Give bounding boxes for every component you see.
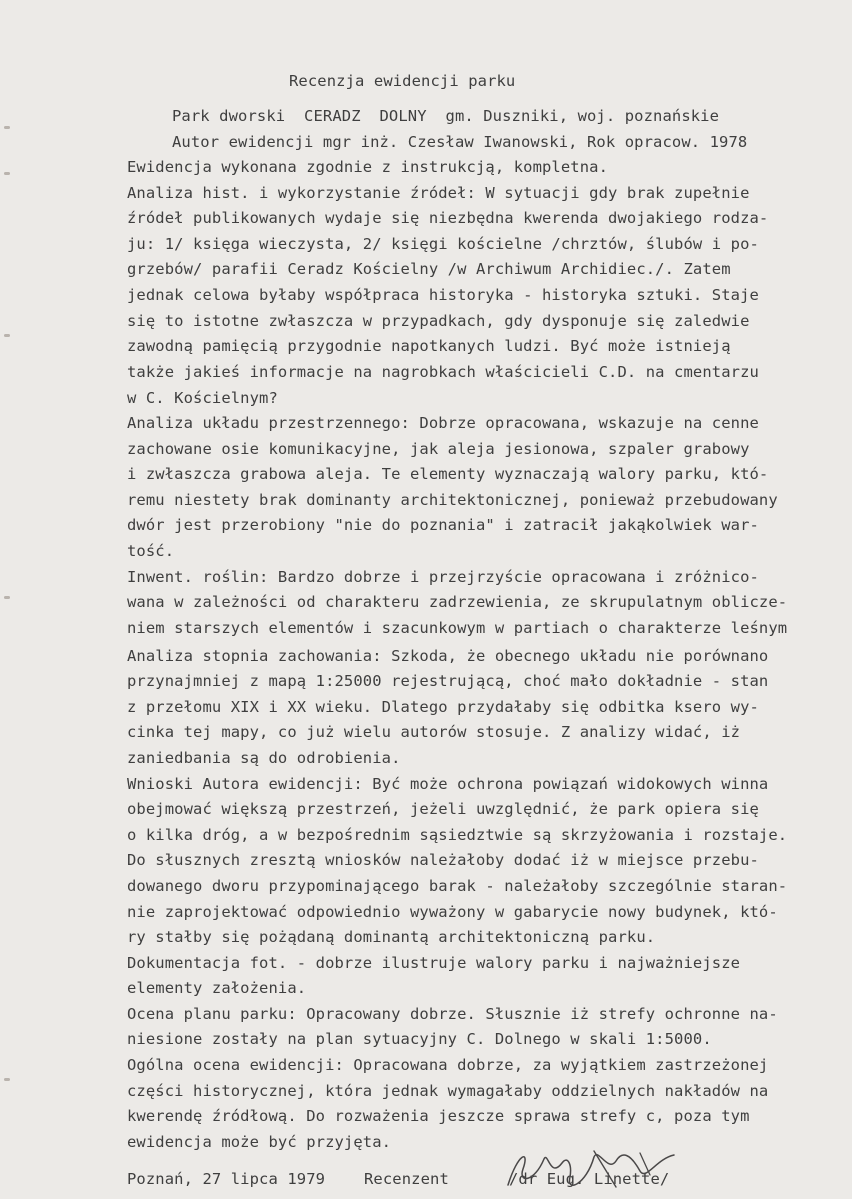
body-line: cinka tej mapy, co już wielu autorów stosuje. Z analizy widać, iż: [127, 723, 741, 741]
body-line: dwór jest przerobiony "nie do poznania" i zatracił jakąkolwiek war-: [127, 516, 759, 534]
body-line: tość.: [127, 542, 175, 560]
body-line: Wnioski Autora ewidencji: Być może ochrona powiązań widokowych winna: [127, 775, 769, 793]
body-line: ry stałby się pożądaną dominantą architektoniczną parku.: [127, 928, 656, 946]
body-line: kwerendę źródłową. Do rozważenia jeszcze sprawa strefy c, poza tym: [127, 1107, 750, 1125]
body-line: Ocena planu parku: Opracowany dobrze. Słusznie iż strefy ochronne na-: [127, 1005, 778, 1023]
header-park-line: Park dworski CERADZ DOLNY gm. Duszniki, woj. poznańskie: [172, 107, 720, 125]
body-line: Do słusznych zresztą wniosków należałoby dodać iż w miejsce przebu-: [127, 851, 759, 869]
margin-mark: [4, 172, 10, 175]
margin-mark: [4, 1078, 10, 1081]
body-line: przynajmniej z mapą 1:25000 rejestrującą, choć mało dokładnie - stan: [127, 672, 769, 690]
body-line: elementy założenia.: [127, 979, 307, 997]
body-line: jednak celowa byłaby współpraca historyka - historyka sztuki. Staje: [127, 286, 759, 304]
body-line: Analiza hist. i wykorzystanie źródeł: W sytuacji gdy brak zupełnie: [127, 184, 750, 202]
body-line: ewidencja może być przyjęta.: [127, 1133, 392, 1151]
signature-block: [127, 1172, 817, 1194]
reviewer-role: Recenzent: [364, 1170, 449, 1188]
body-line: wana w zależności od charakteru zadrzewienia, ze skrupulatnym oblicze-: [127, 593, 788, 611]
margin-mark: [4, 334, 10, 337]
body-line: o kilka dróg, a w bezpośrednim sąsiedztwie są skrzyżowania i rozstaje.: [127, 826, 788, 844]
margin-mark: [4, 596, 10, 599]
body-line: niesione zostały na plan sytuacyjny C. Dolnego w skali 1:5000.: [127, 1030, 712, 1048]
body-line: Analiza układu przestrzennego: Dobrze opracowana, wskazuje na cenne: [127, 414, 759, 432]
body-line: się to istotne zwłaszcza w przypadkach, gdy dysponuje się zaledwie: [127, 312, 750, 330]
body-line: Dokumentacja fot. - dobrze ilustruje walory parku i najważniejsze: [127, 954, 741, 972]
place-date: Poznań, 27 lipca 1979: [127, 1170, 326, 1188]
body-line: zaniedbania są do odrobienia.: [127, 749, 401, 767]
body-line: dowanego dworu przypominającego barak - należałoby szczególnie staran-: [127, 877, 788, 895]
margin-mark: [4, 126, 10, 129]
body-line: Ogólna ocena ewidencji: Opracowana dobrze, za wyjątkiem zastrzeżonej: [127, 1056, 769, 1074]
body-line: Analiza stopnia zachowania: Szkoda, że obecnego układu nie porównano: [127, 647, 769, 665]
body-line: ju: 1/ księga wieczysta, 2/ księgi kościelne /chrztów, ślubów i po-: [127, 235, 759, 253]
body-line: remu niestety brak dominanty architektonicznej, ponieważ przebudowany: [127, 491, 778, 509]
body-line: obejmować większą przestrzeń, jeżeli uwzględnić, że park opiera się: [127, 800, 759, 818]
handwritten-signature: [490, 1135, 690, 1199]
body-line: części historycznej, która jednak wymagałaby oddzielnych nakładów na: [127, 1082, 769, 1100]
header-author-line: Autor ewidencji mgr inż. Czesław Iwanowski, Rok opracow. 1978: [172, 133, 748, 151]
body-line: zawodną pamięcią przygodnie napotkanych ludzi. Być może istnieją: [127, 337, 731, 355]
body-line: w C. Kościelnym?: [127, 389, 278, 407]
body-line: Ewidencja wykonana zgodnie z instrukcją, kompletna.: [127, 158, 609, 176]
body-line: i zwłaszcza grabowa aleja. Te elementy wyznaczają walory parku, któ-: [127, 465, 769, 483]
body-line: źródeł publikowanych wydaje się niezbędna kwerenda dwojakiego rodza-: [127, 209, 769, 227]
body-line: grzebów/ parafii Ceradz Kościelny /w Archiwum Archidiec./. Zatem: [127, 260, 731, 278]
body-line: nie zaprojektować odpowiednio wyważony w gabarycie nowy budynek, któ-: [127, 903, 778, 921]
reviewer-name: /dr Eug. Linette/: [509, 1170, 670, 1188]
body-line: z przełomu XIX i XX wieku. Dlatego przydałaby się odbitka ksero wy-: [127, 698, 759, 716]
body-line: zachowane osie komunikacyjne, jak aleja jesionowa, szpaler grabowy: [127, 440, 750, 458]
body-line: niem starszych elementów i szacunkowym w partiach o charakterze leśnym: [127, 619, 788, 637]
body-line: Inwent. roślin: Bardzo dobrze i przejrzyście opracowana i zróżnico-: [127, 568, 759, 586]
document-title: Recenzja ewidencji parku: [289, 72, 516, 90]
body-line: także jakieś informacje na nagrobkach właścicieli C.D. na cmentarzu: [127, 363, 759, 381]
